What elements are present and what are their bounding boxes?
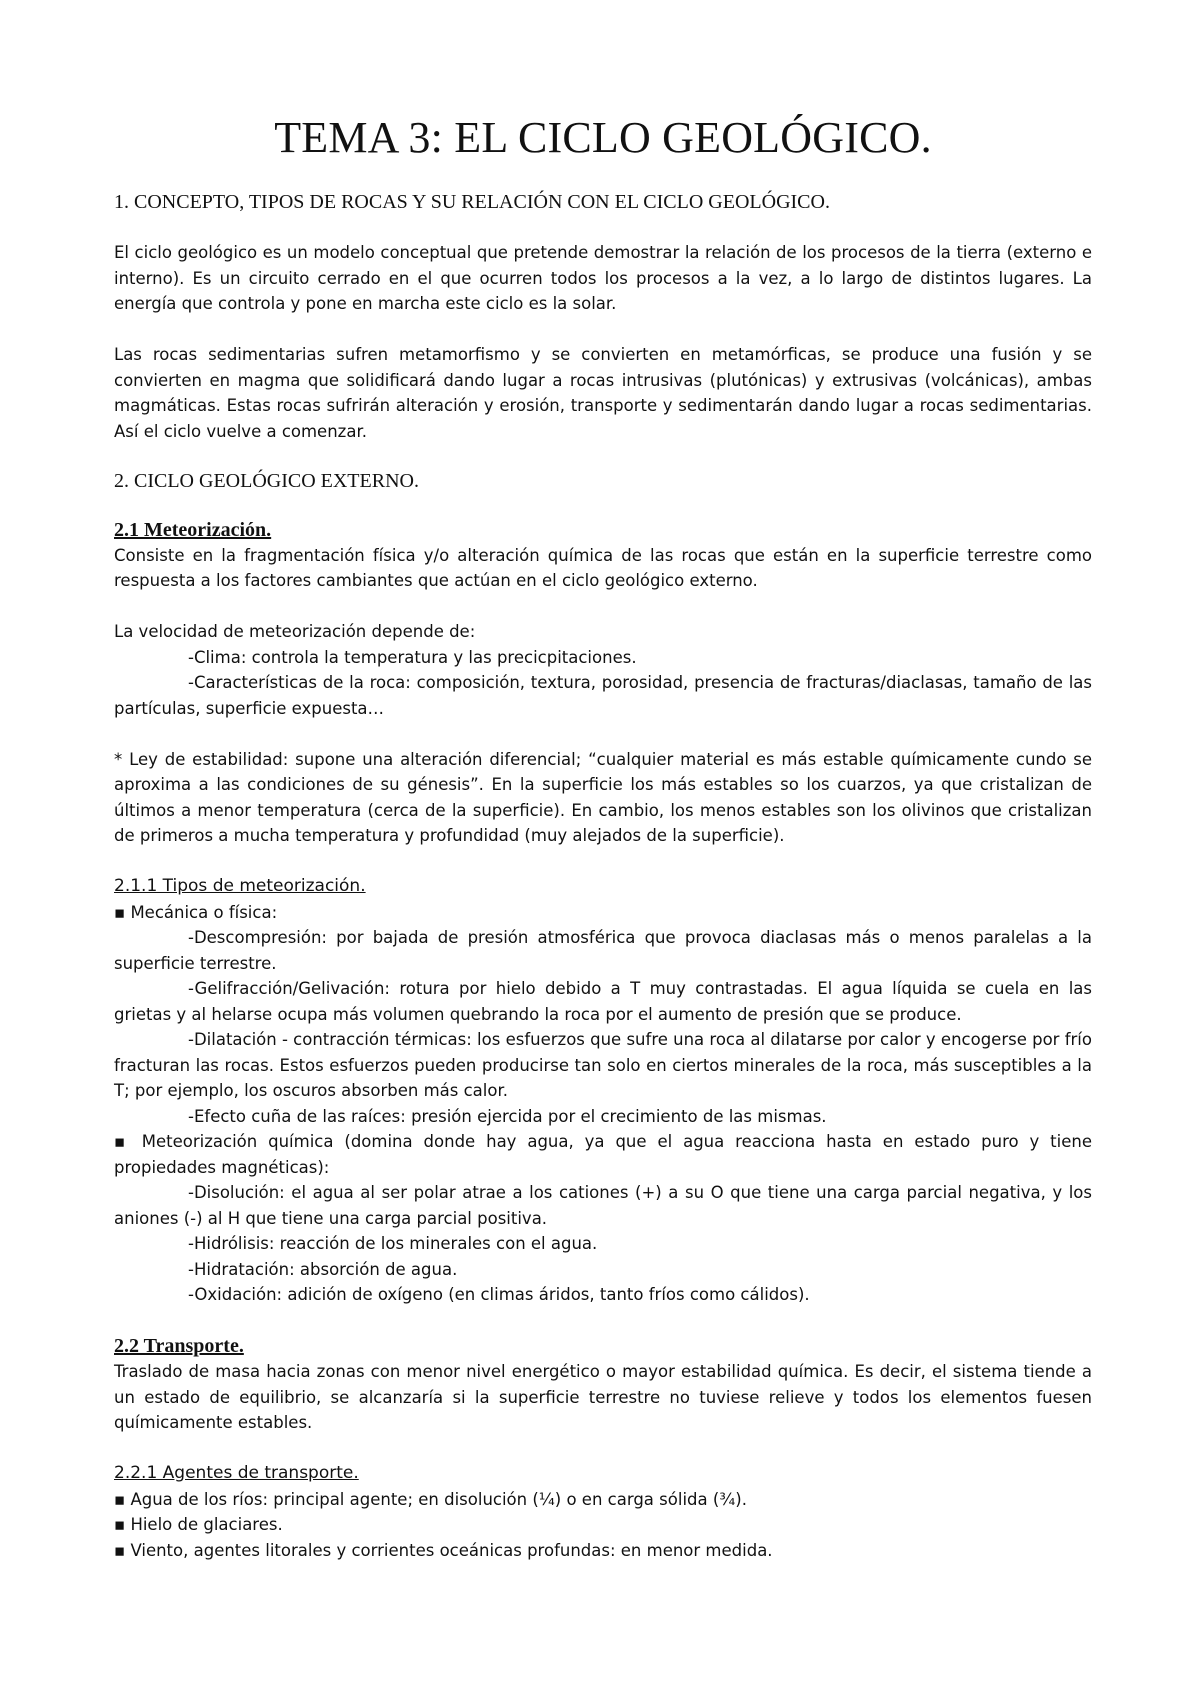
section-2-heading: 2. CICLO GEOLÓGICO EXTERNO.	[114, 469, 419, 492]
transport-agent-item: ▪ Hielo de glaciares.	[114, 1512, 1092, 1538]
mechanical-item: -Gelifracción/Gelivación: rotura por hielo debido a T muy contrastadas. El agua líquida se cuela en las grietas y al helarse ocupa más volumen quebrando la roca por el aumento de presión que se produce.	[114, 979, 1092, 1024]
chemical-item: -Oxidación: adición de oxígeno (en climas áridos, tanto fríos como cálidos).	[188, 1285, 810, 1304]
transport-agent-item: ▪ Viento, agentes litorales y corrientes oceánicas profundas: en menor medida.	[114, 1538, 1092, 1564]
mechanical-item: -Descompresión: por bajada de presión atmosférica que provoca diaclasas más o menos paralelas a la superficie terrestre.	[114, 928, 1092, 973]
chemical-weathering-label: ▪ Meteorización química (domina donde hay agua, ya que el agua reacciona hasta en estado puro y tiene propiedades magnéticas):	[114, 1129, 1092, 1180]
velocity-intro: La velocidad de meteorización depende de:	[114, 622, 476, 641]
velocity-item: -Características de la roca: composición, textura, porosidad, presencia de fracturas/diaclasas, tamaño de las partículas, superficie expuesta…	[114, 673, 1092, 718]
chemical-item: -Hidratación: absorción de agua.	[188, 1259, 458, 1279]
subsection-2-2-heading: 2.2 Transporte.	[114, 1335, 244, 1357]
transport-agent-item: ▪ Agua de los ríos: principal agente; en disolución (¼) o en carga sólida (¾).	[114, 1487, 1092, 1513]
subsection-2-1-1-heading: 2.1.1 Tipos de meteorización.	[114, 876, 366, 896]
subsection-2-2-1-heading: 2.2.1 Agentes de transporte.	[114, 1463, 359, 1483]
section-1-paragraph-1: El ciclo geológico es un modelo conceptual que pretende demostrar la relación de los procesos de la tierra (externo e interno). Es un circuito cerrado en el que ocurren todos los procesos a la vez, a lo largo de distintos lugares. La energía que controla y pone en marcha este ciclo es la solar.	[114, 243, 1092, 313]
subsection-2-1-paragraph: Consiste en la fragmentación física y/o alteración química de las rocas que están en la superficie terrestre como respuesta a los factores cambiantes que actúan en el ciclo geológico externo.	[114, 545, 1092, 590]
subsection-2-2-paragraph: Traslado de masa hacia zonas con menor nivel energético o mayor estabilidad química. Es decir, el sistema tiende a un estado de equilibrio, se alcanzaría si la superficie terrestre no tuviese relieve y todos los elementos fuesen químicamente estables.	[114, 1362, 1092, 1432]
section-1-paragraph-2: Las rocas sedimentarias sufren metamorfismo y se convierten en metamórficas, se produce una fusión y se convierten en magma que solidificará dando lugar a rocas intrusivas (plutónicas) y extrusivas (volcánicas), ambas magmáticas. Estas rocas sufrirán alteración y erosión, transporte y sedimentarán dando lugar a rocas sedimentarias. Así el ciclo vuelve a comenzar.	[114, 345, 1092, 441]
subsection-2-1-heading: 2.1 Meteorización.	[114, 518, 272, 541]
velocity-item: -Clima: controla la temperatura y las precicpitaciones.	[188, 647, 637, 667]
section-1-heading: 1. CONCEPTO, TIPOS DE ROCAS Y SU RELACIÓN CON EL CICLO GEOLÓGICO.	[114, 191, 830, 213]
mechanical-item: -Efecto cuña de las raíces: presión ejercida por el crecimiento de las mismas.	[188, 1106, 827, 1126]
chemical-item: -Disolución: el agua al ser polar atrae a los cationes (+) a su O que tiene una carga parcial negativa, y los aniones (-) al H que tiene una carga parcial positiva.	[114, 1183, 1092, 1228]
mechanical-item: -Dilatación - contracción térmicas: los esfuerzos que sufre una roca al dilatarse por calor y encogerse por frío fracturan las rocas. Estos esfuerzos pueden producirse tan solo en ciertos minerales de la roca, más susceptibles a la T; por ejemplo, los oscuros absorben más calor.	[114, 1030, 1092, 1100]
stability-law-paragraph: * Ley de estabilidad: supone una alteración diferencial; “cualquier material es más estable químicamente cundo se aproxima a las condiciones de su génesis”. En la superficie los más estables so los cuarzos, ya que cristalizan de últimos a menor temperatura (cerca de la superficie). En cambio, los menos estables son los olivinos que cristalizan de primeros a mucha temperatura y profundidad (muy alejados de la superficie).	[114, 749, 1092, 845]
chemical-item: -Hidrólisis: reacción de los minerales con el agua.	[188, 1234, 598, 1253]
mechanical-weathering-label: ▪ Mecánica o física:	[114, 900, 1092, 926]
document-title: TEMA 3: EL CICLO GEOLÓGICO.	[274, 113, 932, 162]
